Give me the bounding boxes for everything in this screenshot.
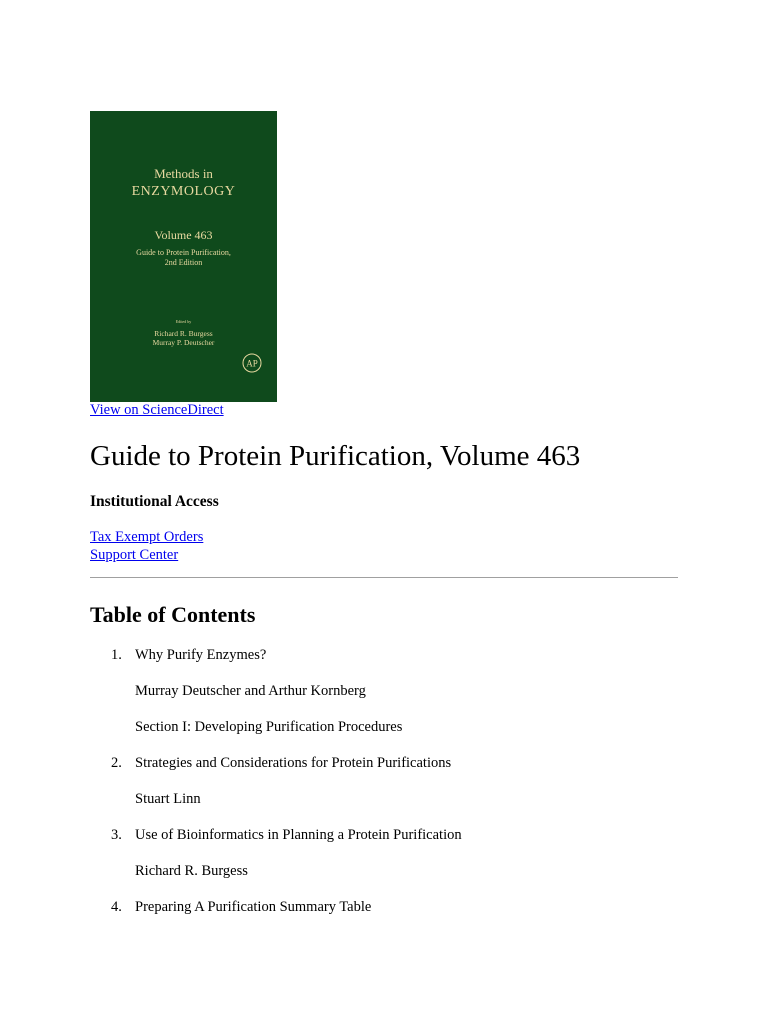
toc-entry-title: Strategies and Considerations for Protein Purifications	[135, 755, 452, 771]
tax-exempt-orders-link[interactable]: Tax Exempt Orders	[90, 529, 204, 545]
toc-section-title: Section I: Developing Purification Procedures	[135, 719, 403, 735]
support-center-link[interactable]: Support Center	[90, 547, 179, 563]
cover-edited-by: Edited by	[175, 319, 192, 324]
toc-entry-number: 3.	[111, 827, 122, 843]
toc-entry-authors: Murray Deutscher and Arthur Kornberg	[135, 683, 366, 699]
cover-editor-2: Murray P. Deutscher	[152, 338, 215, 347]
toc-heading: Table of Contents	[90, 602, 256, 627]
toc-entry-authors: Stuart Linn	[135, 791, 201, 807]
publisher-logo-text: AP	[246, 358, 258, 369]
cover-series-line2: ENZYMOLOGY	[131, 184, 236, 199]
cover-subtitle-line2: 2nd Edition	[164, 258, 203, 267]
publisher-logo-icon	[242, 353, 262, 373]
book-cover	[90, 111, 277, 402]
institutional-access-heading: Institutional Access	[90, 493, 219, 510]
toc-entry-number: 2.	[111, 755, 122, 771]
cover-editor-1: Richard R. Burgess	[154, 329, 213, 338]
toc-entry-title: Why Purify Enzymes?	[135, 647, 267, 663]
toc-entry-authors: Richard R. Burgess	[135, 863, 248, 879]
cover-subtitle	[90, 248, 277, 268]
cover-subtitle-line1: Guide to Protein Purification,	[136, 248, 231, 257]
view-on-sciencedirect-link[interactable]: View on ScienceDirect	[90, 402, 224, 418]
toc-entry-title: Preparing A Purification Summary Table	[135, 899, 372, 915]
toc-entry-number: 4.	[111, 899, 122, 915]
cover-series-line1: Methods in	[154, 166, 213, 181]
cover-volume: Volume 463	[154, 228, 213, 242]
book-title: Guide to Protein Purification, Volume 463	[90, 440, 581, 472]
toc-entry-number: 1.	[111, 647, 122, 663]
cover-editors	[90, 329, 277, 347]
horizontal-divider	[90, 577, 678, 578]
toc-entry-title: Use of Bioinformatics in Planning a Protein Purification	[135, 827, 462, 843]
